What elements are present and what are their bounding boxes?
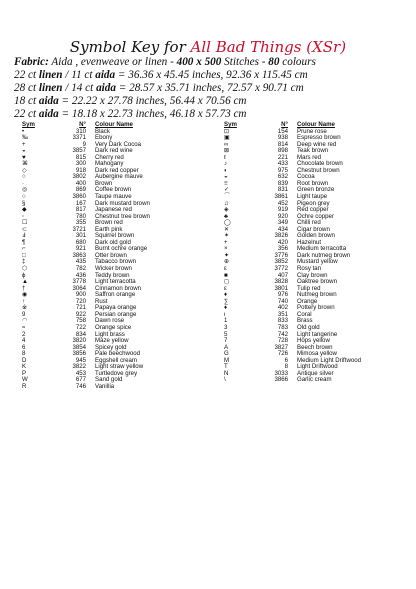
colour-name: Otter brown [95, 251, 127, 259]
stitch-symbol: M [224, 356, 230, 364]
colour-name: Deep wine red [297, 140, 337, 148]
colour-name: Rust [95, 297, 108, 305]
stitch-symbol: × [224, 245, 228, 253]
thread-number: 3861 [274, 193, 288, 201]
fabric-linen: linen [38, 68, 63, 81]
stitch-symbol: 4 [22, 337, 26, 345]
stitch-symbol: ↑ [22, 297, 26, 305]
thread-number: 434 [277, 225, 288, 233]
colour-name: Light brass [95, 330, 125, 338]
symbol-key-right-column [224, 122, 414, 384]
stitch-symbol: ○ [22, 173, 26, 181]
thread-count: 22 ct [14, 68, 39, 81]
thread-number: 3772 [274, 265, 288, 273]
colour-name: Maze yellow [95, 337, 129, 345]
stitch-symbol: ▣ [224, 134, 230, 142]
fabric-label: Fabric: [14, 56, 49, 68]
thread-number: 3721 [72, 225, 86, 233]
colour-name: Dark old gold [95, 238, 131, 246]
colour-name: Light terracotta [95, 278, 136, 286]
colour-name: Eggshell cream [95, 356, 137, 364]
stitch-symbol: ⊡ [224, 127, 230, 135]
thread-number: 3778 [72, 278, 86, 286]
thread-number: 677 [75, 376, 86, 384]
stitch-symbol: ♦ [224, 304, 228, 312]
left-rows [22, 129, 212, 391]
stitch-symbol: R [22, 382, 27, 390]
stitch-symbol: · [22, 179, 25, 187]
colour-name: Pottery brown [297, 304, 335, 312]
colour-name: Prune rose [297, 127, 327, 135]
stitch-symbol: ⌘ [22, 160, 29, 168]
thread-number: 6 [284, 356, 288, 364]
stitch-symbol: W [22, 376, 28, 384]
thread-number: 920 [277, 212, 288, 220]
thread-count: 22 ct [14, 107, 39, 120]
colour-name: Hops yellow [297, 337, 330, 345]
colour-name: Espresso brown [297, 134, 341, 142]
thread-number: 300 [75, 160, 86, 168]
title-prefix: Symbol Key for [69, 38, 191, 56]
thread-number: 435 [75, 258, 86, 266]
colour-name: Green bronze [297, 186, 335, 194]
stitch-symbol: ε [224, 265, 227, 273]
colour-name: Pale beechwood [95, 350, 141, 358]
thread-number: 3371 [72, 134, 86, 142]
header-sym: Sym [224, 121, 237, 128]
thread-number: 817 [75, 206, 86, 214]
colour-name: Clay brown [297, 271, 328, 279]
thread-number: 3852 [274, 258, 288, 266]
stitch-symbol: ◇ [22, 166, 27, 174]
stitch-count: 400 x 500 [176, 56, 222, 68]
thread-count: 18 ct [14, 94, 39, 107]
colour-name: Tabacco brown [95, 258, 136, 266]
thread-number: 351 [277, 310, 288, 318]
title-pattern-name: All Bad Things (XSr) [190, 38, 347, 56]
stitch-symbol: ⊠ [224, 147, 230, 155]
stitch-symbol: □ [22, 251, 26, 259]
stitch-symbol: ☐ [22, 219, 28, 227]
colour-name: Antique silver [297, 369, 334, 377]
stitch-symbol: ✦ [224, 251, 230, 259]
colour-name: Japanese red [95, 206, 132, 214]
stitch-symbol: 9 [22, 310, 26, 318]
colour-name: Old gold [297, 323, 320, 331]
colour-name: Taupe mauve [95, 193, 132, 201]
stitch-symbol: ℓ [224, 153, 226, 161]
key-row [22, 384, 212, 391]
stitch-symbol: ∑ [224, 297, 229, 305]
thread-number: 3064 [72, 284, 86, 292]
colour-name: Spicey gold [95, 343, 127, 351]
stitch-symbol: ✕ [224, 225, 230, 233]
thread-number: 402 [277, 304, 288, 312]
stitch-symbol: 8 [22, 350, 26, 358]
colour-name: Light straw yellow [95, 363, 144, 371]
colour-name: Brown red [95, 219, 123, 227]
stitch-symbol: ✶ [224, 232, 230, 240]
colours-label: colours [279, 56, 316, 68]
stitch-symbol: ≡ [224, 179, 228, 187]
thread-number: 154 [277, 127, 288, 135]
thread-number: 900 [75, 291, 86, 299]
stitch-symbol: ⊕ [224, 258, 230, 266]
stitch-symbol: Ⅎ [22, 232, 26, 240]
colour-name: Mars red [297, 153, 322, 161]
colour-name: Chocolate brown [297, 160, 343, 168]
colour-name: Dark red wine [95, 147, 133, 155]
stitch-symbol: ⊂ [22, 225, 28, 233]
colour-name: Persian orange [95, 310, 137, 318]
colour-name: Medium terracotta [297, 245, 347, 253]
stitch-symbol: † [22, 284, 26, 292]
stitch-symbol: 3 [224, 323, 228, 331]
stitch-symbol: N [224, 369, 229, 377]
header-colour-name: Colour Name [297, 121, 335, 128]
colour-name: Chilli red [297, 219, 321, 227]
thread-number: 922 [75, 310, 86, 318]
colour-name: Aubergine mauve [95, 173, 143, 181]
thread-number: 3801 [274, 284, 288, 292]
stitch-symbol: ε [224, 284, 227, 292]
colour-name: Rosy tan [297, 265, 322, 273]
colour-name: Orange [297, 297, 318, 305]
colour-name: Red copper [297, 206, 329, 214]
thread-number: 349 [277, 219, 288, 227]
stitch-symbol: ‡ [22, 258, 26, 266]
thread-number: 310 [75, 127, 86, 135]
thread-number: 831 [277, 186, 288, 194]
colour-name: Light Driftwood [297, 363, 338, 371]
thread-number: 221 [277, 153, 288, 161]
stitch-symbol: ◒ [224, 173, 228, 181]
fabric-size-line [14, 69, 409, 82]
stitch-symbol: ‰ [22, 134, 29, 142]
colour-name: Orange spice [95, 323, 132, 331]
thread-number: 815 [75, 153, 86, 161]
colour-name: Pigeon grey [297, 199, 330, 207]
fabric-aida: aida [38, 94, 59, 107]
stitch-symbol: + [22, 140, 26, 148]
thread-number: 869 [75, 186, 86, 194]
stitch-symbol: ⌐ [22, 245, 26, 253]
thread-number: 3822 [72, 363, 86, 371]
colour-name: Mustard yellow [297, 258, 338, 266]
stitch-symbol: 7 [224, 337, 228, 345]
colour-name: Dark red copper [95, 166, 139, 174]
thread-number: 834 [75, 330, 86, 338]
stitch-symbol: ≈ [22, 323, 26, 331]
thread-number: 721 [75, 304, 86, 312]
colour-name: Oaktree brown [297, 278, 337, 286]
thread-number: 167 [75, 199, 86, 207]
stitch-symbol: ◠ [22, 317, 28, 325]
fabric-size-line [14, 95, 409, 108]
thread-number: 3033 [274, 369, 288, 377]
colour-name: Ochre copper [297, 212, 334, 220]
thread-number: 355 [75, 219, 86, 227]
thread-number: 726 [277, 350, 288, 358]
thread-number: 975 [277, 166, 288, 174]
stitch-symbol: ♣ [224, 212, 228, 220]
colour-name: Vanillia [95, 382, 115, 390]
thread-number: 783 [277, 323, 288, 331]
thread-number: 9 [82, 140, 86, 148]
thread-number: 976 [277, 291, 288, 299]
thread-number: 742 [277, 330, 288, 338]
colour-name: Burnt ochre orange [95, 245, 148, 253]
colour-name: Coffee brown [95, 186, 132, 194]
colour-name: Cinnamon brown [95, 284, 142, 292]
thread-count-2: / 11 ct [62, 68, 96, 81]
thread-number: 3854 [72, 343, 86, 351]
thread-number: 945 [75, 356, 86, 364]
thread-number: 680 [75, 238, 86, 246]
colour-name: Light taupe [297, 193, 328, 201]
colour-name: Chestnut tree brown [95, 212, 150, 220]
colour-name: Wicker brown [95, 265, 132, 273]
fabric-aida: aida [96, 81, 116, 94]
thread-number: 919 [277, 206, 288, 214]
finished-size: = 22.22 x 27.78 inches, 56.44 x 70.56 cm [58, 94, 247, 107]
colour-name: Black [95, 127, 110, 135]
stitch-symbol: 6 [22, 343, 26, 351]
fabric-size-line [14, 82, 409, 95]
thread-number: 301 [75, 232, 86, 240]
stitches-label: Stitches - [221, 56, 269, 68]
colour-name: Very Dark Cocoa [95, 140, 142, 148]
thread-number: 8 [284, 363, 288, 371]
page-title [0, 38, 416, 56]
stitch-symbol: ◈ [224, 206, 229, 214]
header-sym: Sym [22, 121, 35, 128]
stitch-symbol: P [22, 369, 27, 377]
fabric-line [14, 56, 409, 69]
colour-name: Sand gold [95, 376, 123, 384]
thread-number: 722 [75, 323, 86, 331]
stitch-symbol: \ [224, 376, 226, 384]
thread-number: 833 [277, 317, 288, 325]
thread-number: 921 [75, 245, 86, 253]
colour-name: Beech brown [297, 343, 333, 351]
thread-number: 746 [75, 382, 86, 390]
stitch-symbol: T [224, 363, 228, 371]
colour-name: Hazelnut [297, 238, 322, 246]
colour-name: Tulip red [297, 284, 321, 292]
thread-number: 452 [277, 199, 288, 207]
colour-count: 80 [268, 56, 280, 68]
colour-name: Nutmeg brown [297, 291, 337, 299]
stitch-symbol: ◆ [22, 206, 27, 214]
finished-size: = 28.57 x 35.71 inches, 72.57 x 90.71 cm [115, 81, 304, 94]
thread-number: 720 [75, 297, 86, 305]
thread-number: 782 [75, 265, 86, 273]
colour-name: Brown [95, 179, 113, 187]
thread-number: 3856 [72, 350, 86, 358]
stitch-symbol: ◯ [224, 219, 231, 227]
colour-name: Root brown [297, 179, 329, 187]
thread-number: 728 [277, 337, 288, 345]
colour-name: Teddy brown [95, 271, 130, 279]
thread-number: 839 [277, 179, 288, 187]
stitch-symbol: A [224, 343, 229, 351]
thread-number: 3820 [72, 337, 86, 345]
colour-name: Dark mustard brown [95, 199, 150, 207]
thread-number: 3826 [274, 232, 288, 240]
stitch-symbol: ⌒ [224, 193, 231, 201]
stitch-symbol: ♪ [224, 160, 228, 168]
fabric-size-line [14, 108, 409, 121]
fabric-size-lines [14, 69, 409, 121]
colour-name: Earth pink [95, 225, 123, 233]
colour-name: Dark nutmeg brown [297, 251, 351, 259]
fabric-aida: aida [38, 107, 59, 120]
thread-number: 356 [277, 245, 288, 253]
thread-number: 3860 [72, 193, 86, 201]
stitch-symbol: ∞ [224, 140, 229, 148]
thread-number: 898 [277, 147, 288, 155]
thread-number: 814 [277, 140, 288, 148]
thread-number: 632 [277, 173, 288, 181]
stitch-symbol: ♥ [22, 153, 26, 161]
thread-number: 3866 [274, 376, 288, 384]
thread-number: 3827 [274, 343, 288, 351]
fabric-types: Aida , evenweave or linen - [48, 56, 177, 68]
stitch-symbol: ◻ [224, 278, 230, 286]
header-number: N° [79, 121, 86, 128]
colour-name: Squirrel brown [95, 232, 135, 240]
colour-name: Cigar brown [297, 225, 330, 233]
key-row [224, 377, 414, 384]
colour-name: Papaya orange [95, 304, 137, 312]
colour-name: Ebony [95, 134, 113, 142]
thread-count: 28 ct [14, 81, 39, 94]
colour-name: Chestnut brown [297, 166, 340, 174]
stitch-symbol: ◦ [22, 212, 25, 220]
thread-number: 3828 [274, 278, 288, 286]
colour-name: Saffron orange [95, 291, 136, 299]
stitch-symbol: 1 [224, 317, 228, 325]
thread-number: 3802 [72, 173, 86, 181]
fabric-linen: linen [38, 81, 63, 94]
finished-size: = 36.36 x 45.45 inches, 92.36 x 115.45 cm [115, 68, 308, 81]
thread-number: 453 [75, 369, 86, 377]
symbol-key-left-column [22, 122, 212, 390]
stitch-symbol: K [22, 363, 27, 371]
thread-number: 3776 [274, 251, 288, 259]
stitch-symbol: ♫ [224, 199, 229, 207]
stitch-symbol: ♦ [224, 291, 228, 299]
stitch-symbol: ◉ [22, 291, 28, 299]
stitch-symbol: + [224, 238, 228, 246]
thread-count-2: / 14 ct [62, 81, 97, 94]
colour-name: Medium Light Driftwood [297, 356, 362, 364]
colour-name: Coral [297, 310, 312, 318]
stitch-symbol: D [22, 356, 27, 364]
thread-number: 740 [277, 297, 288, 305]
stitch-symbol: • [22, 127, 25, 135]
stitch-symbol: ○ [22, 193, 26, 201]
thread-number: 3863 [72, 251, 86, 259]
thread-number: 758 [75, 317, 86, 325]
stitch-symbol: ■ [224, 271, 228, 279]
thread-number: 938 [277, 134, 288, 142]
colour-name: Cocoa [297, 173, 315, 181]
stitch-symbol: ◎ [22, 186, 28, 194]
header-colour-name: Colour Name [95, 121, 133, 128]
stitch-symbol: § [22, 199, 26, 207]
thread-number: 407 [277, 271, 288, 279]
header-number: N° [281, 121, 288, 128]
stitch-symbol: ※ [22, 304, 28, 312]
thread-number: 400 [75, 179, 86, 187]
stitch-symbol: ◐ [224, 166, 228, 174]
colour-name: Light tangerine [297, 330, 338, 338]
stitch-symbol: 2 [22, 330, 26, 338]
colour-name: Mahogany [95, 160, 124, 168]
thread-number: 780 [75, 212, 86, 220]
thread-number: 3857 [72, 147, 86, 155]
stitch-symbol: ✓ [224, 186, 230, 194]
finished-size: = 18.18 x 22.73 inches, 46.18 x 57.73 cm [58, 107, 247, 120]
thread-number: 436 [75, 271, 86, 279]
stitch-symbol: ◒ [22, 147, 26, 155]
colour-name: Turtledove grey [95, 369, 138, 377]
colour-name: Brass [297, 317, 313, 325]
thread-number: 420 [277, 238, 288, 246]
thread-number: 918 [75, 166, 86, 174]
colour-name: Golden brown [297, 232, 335, 240]
right-rows [224, 129, 414, 384]
stitch-symbol: ▲ [22, 278, 29, 286]
stitch-symbol: ⬡ [22, 265, 28, 273]
colour-name: Cherry red [95, 153, 124, 161]
fabric-aida: aida [95, 68, 116, 81]
stitch-symbol: ϕ [22, 271, 26, 279]
colour-name: Garlic cream [297, 376, 332, 384]
colour-name: Dawn rose [95, 317, 125, 325]
stitch-symbol: 5 [224, 330, 228, 338]
stitch-symbol: G [224, 350, 229, 358]
thread-number: 433 [277, 160, 288, 168]
stitch-symbol: ι [224, 310, 226, 318]
fabric-info [14, 56, 409, 121]
colour-name: Teak brown [297, 147, 329, 155]
colour-name: Mimosa yellow [297, 350, 337, 358]
stitch-symbol: ¶ [22, 238, 26, 246]
